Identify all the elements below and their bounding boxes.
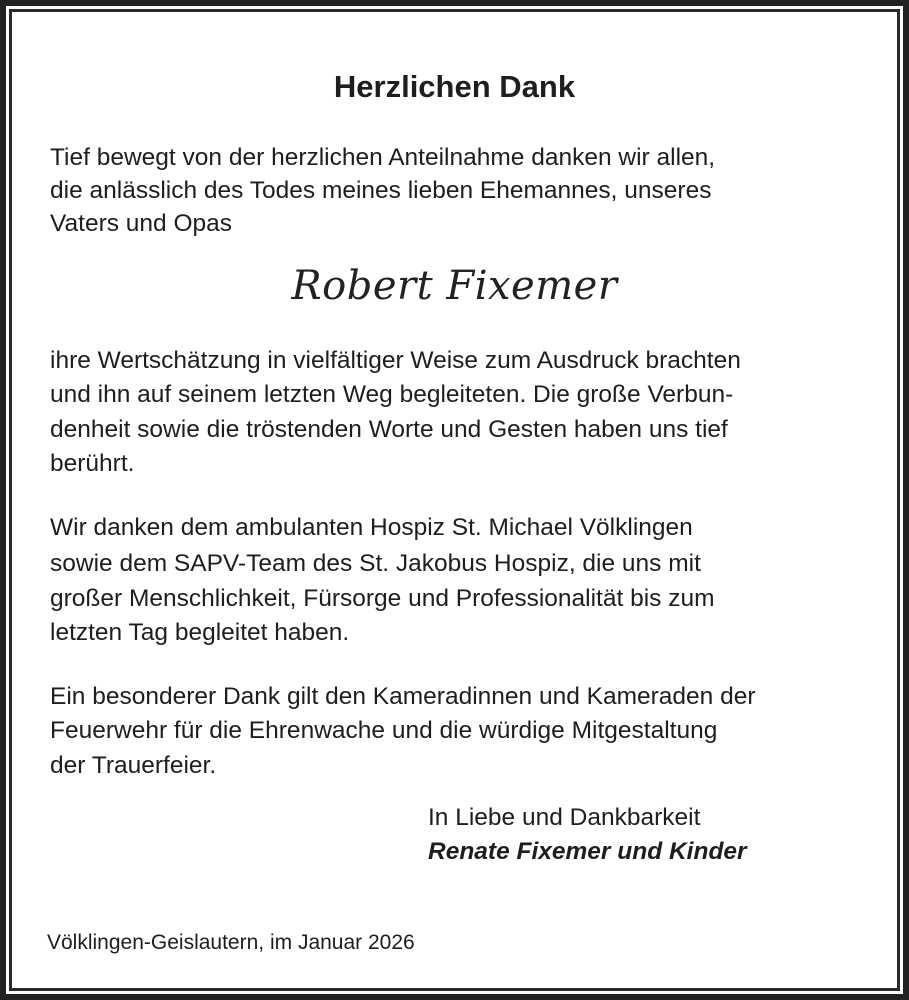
paragraph1-line: denheit sowie die tröstenden Worte und Gesten haben uns tief xyxy=(50,416,728,443)
paragraph2-line: großer Menschlichkeit, Fürsorge und Professionalität bis zum xyxy=(50,585,715,612)
intro-line: Tief bewegt von der herzlichen Anteilnahme danken wir allen, xyxy=(50,144,716,171)
paragraph1-line: berührt. xyxy=(50,450,135,477)
signature-names: Renate Fixemer und Kinder xyxy=(428,838,747,865)
paragraph1-line: ihre Wertschätzung in vielfältiger Weise zum Ausdruck brachten xyxy=(50,347,741,374)
notice-title: Herzlichen Dank xyxy=(333,69,576,104)
paragraph2-line: letzten Tag begleitet haben. xyxy=(50,619,350,646)
paragraph3-line: Feuerwehr für die Ehrenwache und die würdige Mitgestaltung xyxy=(50,717,718,744)
paragraph1-line: und ihn auf seinem letzten Weg begleiteten. Die große Verbun- xyxy=(50,381,734,408)
paragraph2-line: sowie dem SAPV-Team des St. Jakobus Hospiz, die uns mit xyxy=(50,550,701,577)
paragraph2-line: Wir danken dem ambulanten Hospiz St. Michael Völklingen xyxy=(50,514,693,541)
intro-line: die anlässlich des Todes meines lieben Ehemannes, unseres xyxy=(50,177,712,204)
signature-closing: In Liebe und Dankbarkeit xyxy=(428,804,701,831)
place-date: Völklingen-Geislautern, im Januar 2026 xyxy=(47,931,415,954)
deceased-name: Robert Fixemer xyxy=(291,263,618,309)
intro-line: Vaters und Opas xyxy=(50,210,233,237)
paragraph3-line: Ein besonderer Dank gilt den Kameradinnen und Kameraden der xyxy=(50,683,756,710)
paragraph3-line: der Trauerfeier. xyxy=(50,752,217,779)
